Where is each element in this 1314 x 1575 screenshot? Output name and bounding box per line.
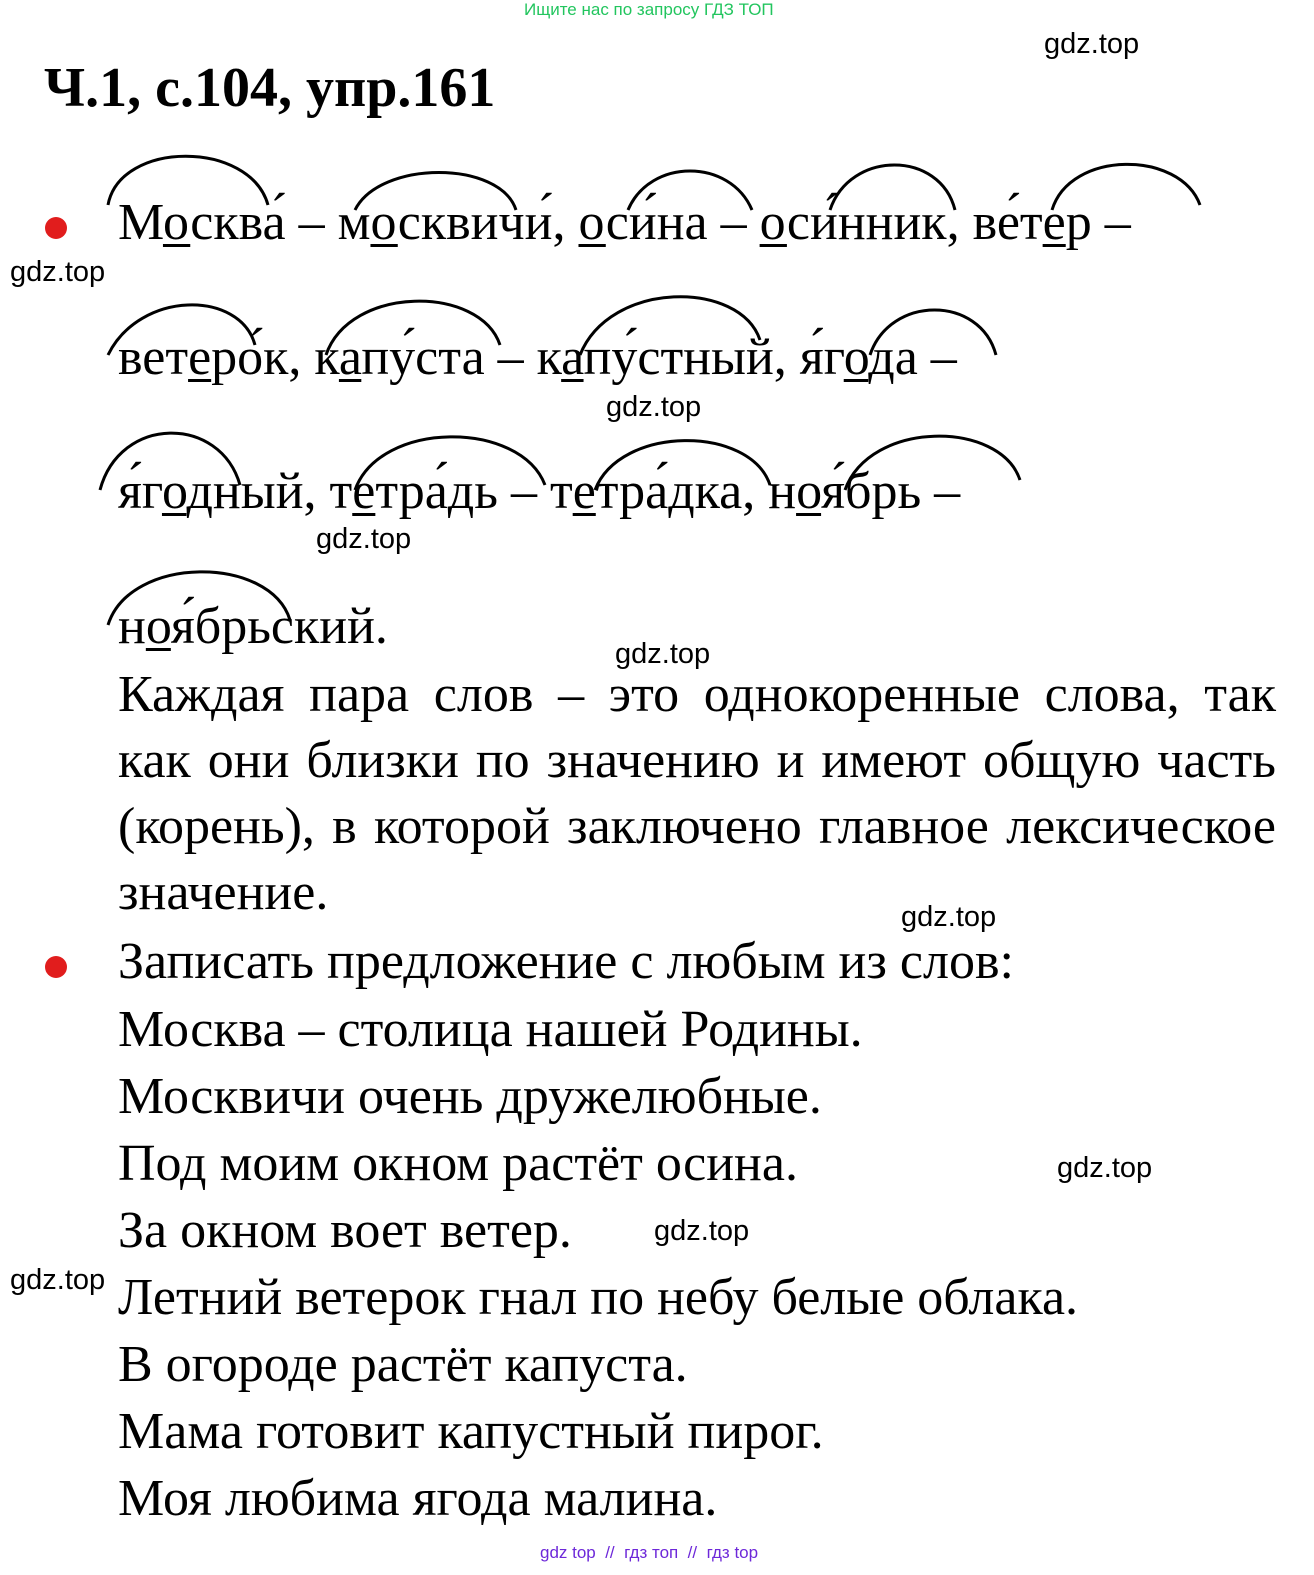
- watermark: gdz.top: [1044, 28, 1140, 60]
- unstressed-vowel: о: [370, 194, 398, 251]
- unstressed-vowel: о: [161, 463, 187, 520]
- unstressed-vowel: е: [352, 463, 376, 520]
- footer-links[interactable]: gdz top // гдз топ // гдз top: [540, 1543, 759, 1562]
- text-segment: чи́: [498, 194, 553, 251]
- unstressed-vowel: е: [572, 463, 596, 520]
- word-line-2: [118, 328, 957, 387]
- text-segment: тра́дка, н: [595, 463, 797, 520]
- bullet-marker: [45, 956, 67, 978]
- text-segment: пу́ста – к: [361, 329, 562, 386]
- example-sentence: В огороде растёт капуста.: [118, 1336, 688, 1393]
- text-segment: я́брь –: [821, 463, 961, 520]
- text-segment: – м: [285, 194, 371, 251]
- page-title: Ч.1, с.104, упр.161: [44, 57, 496, 119]
- unstressed-vowel: о: [843, 329, 869, 386]
- example-sentence: За окном воет ветер.: [118, 1202, 572, 1259]
- text-segment: си́нник, в: [786, 194, 997, 251]
- example-sentence: Моя любима ягода малина.: [118, 1470, 718, 1527]
- watermark: gdz.top: [10, 256, 106, 288]
- text-segment: н: [118, 598, 146, 655]
- top-banner[interactable]: Ищите нас по запросу ГДЗ ТОП: [524, 0, 774, 19]
- unstressed-vowel: е: [188, 329, 212, 386]
- text-segment: т: [1019, 194, 1043, 251]
- text-segment: тра́дь – т: [375, 463, 573, 520]
- watermark: gdz.top: [1057, 1152, 1153, 1184]
- unstressed-vowel: о: [796, 463, 822, 520]
- watermark: gdz.top: [10, 1264, 106, 1296]
- unstressed-vowel: о: [145, 598, 171, 655]
- example-sentence: Москва – столица нашей Родины.: [118, 1001, 863, 1058]
- watermark: gdz.top: [901, 901, 997, 933]
- word-line-1: [118, 193, 1131, 252]
- example-sentence: Летний ветерок гнал по небу белые облака.: [118, 1269, 1079, 1326]
- watermark: gdz.top: [606, 391, 702, 423]
- text-segment: ,: [552, 194, 579, 251]
- text-segment: дный, т: [186, 463, 353, 520]
- text-segment: ро́к, к: [211, 329, 339, 386]
- text-segment: си́на –: [605, 194, 760, 251]
- text-segment: скв: [190, 194, 263, 251]
- example-sentence: Под моим окном растёт осина.: [118, 1135, 798, 1192]
- text-segment: я́г: [118, 463, 162, 520]
- word-line-4: [118, 597, 388, 656]
- bullet-marker: [45, 217, 67, 239]
- text-segment: М: [118, 194, 163, 251]
- watermark: gdz.top: [316, 523, 412, 555]
- word-line-3: [118, 462, 960, 521]
- text-segment: а́: [262, 194, 286, 251]
- example-sentence: Москвичи очень дружелюбные.: [118, 1068, 822, 1125]
- text-segment: скви: [397, 194, 499, 251]
- task-text: Записать предложение с любым из слов:: [118, 933, 1014, 990]
- text-segment: да –: [868, 329, 957, 386]
- text-segment: вет: [118, 329, 189, 386]
- watermark: gdz.top: [615, 638, 711, 670]
- text-segment: р –: [1065, 194, 1131, 251]
- unstressed-vowel: о: [578, 194, 606, 251]
- text-segment: я́брьский.: [170, 598, 388, 655]
- text-segment: пу́стный, я́г: [583, 329, 844, 386]
- unstressed-vowel: о: [162, 194, 191, 251]
- example-sentence: Мама готовит капустный пирог.: [118, 1403, 824, 1460]
- unstressed-vowel: а: [338, 329, 362, 386]
- watermark: gdz.top: [654, 1215, 750, 1247]
- unstressed-vowel: е: [1042, 194, 1066, 251]
- explanation-paragraph: Каждая пара слов – это однокоренные слова, так как они близки по значению и имеют общую часть (корень), в которой заключено главное лексическое значение.: [118, 666, 1276, 921]
- unstressed-vowel: о: [759, 194, 787, 251]
- text-segment: е́: [996, 194, 1020, 251]
- unstressed-vowel: а: [561, 329, 584, 386]
